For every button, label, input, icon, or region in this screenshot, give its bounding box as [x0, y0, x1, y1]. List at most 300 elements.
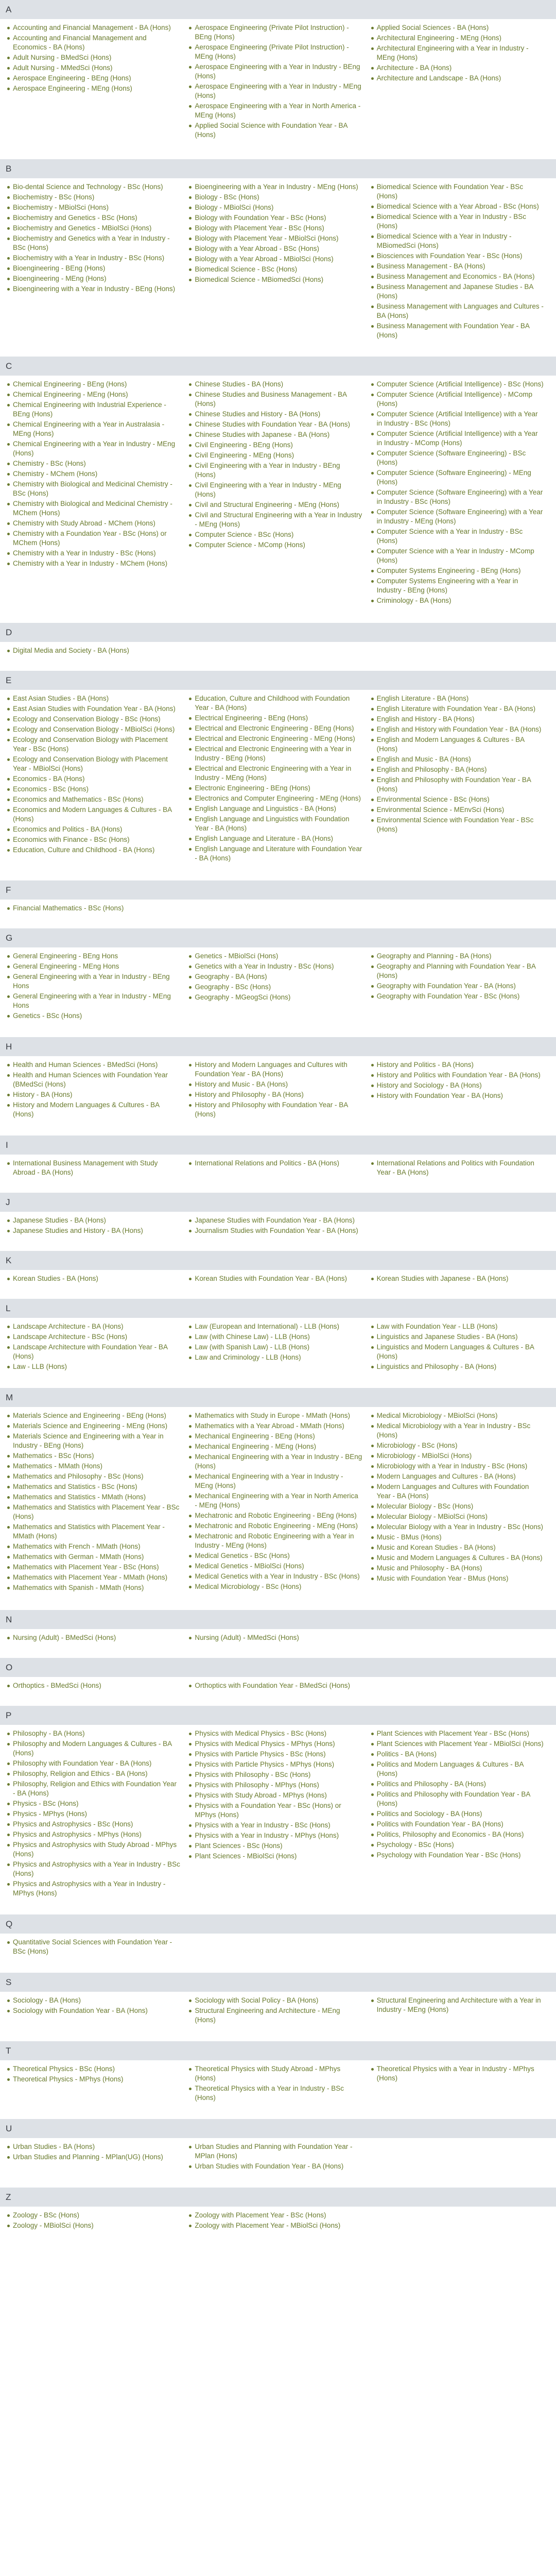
course-link[interactable]: Aerospace Engineering with a Year in Industry - BEng (Hons)	[195, 63, 360, 80]
course-link[interactable]: Politics and Sociology - BA (Hons)	[376, 1810, 482, 1818]
course-link[interactable]: Geography and Planning - BA (Hons)	[376, 952, 492, 960]
course-link[interactable]: Physics with Study Abroad - MPhys (Hons)	[195, 1791, 327, 1799]
course-list	[6, 2064, 180, 2084]
course-link[interactable]: Electrical Engineering - BEng (Hons)	[195, 714, 308, 722]
course-column	[370, 1060, 551, 1120]
course-link[interactable]: Physics and Astrophysics with a Year in Industry - MPhys (Hons)	[13, 1880, 166, 1897]
course-link[interactable]: Korean Studies - BA (Hons)	[13, 1275, 98, 1282]
course-link[interactable]: Chemical Engineering with a Year in Industry - MEng (Hons)	[13, 440, 176, 457]
course-link[interactable]: Computer Systems Engineering - BEng (Hons)	[376, 567, 521, 574]
course-link[interactable]: Zoology with Placement Year - MBiolSci (Hons)	[195, 2222, 341, 2229]
course-link[interactable]: Chemistry with a Year in Industry - MChem (Hons)	[13, 560, 168, 567]
course-list-item	[6, 1799, 180, 1808]
course-link[interactable]: Japanese Studies - BA (Hons)	[13, 1216, 106, 1224]
course-link[interactable]: Physics with a Year in Industry - BSc (Hons)	[195, 1821, 331, 1829]
course-link[interactable]: English and Modern Languages & Cultures - BA (Hons)	[376, 736, 525, 753]
course-link[interactable]: Biomedical Science with a Year Abroad - BSc (Hons)	[376, 202, 539, 210]
course-list	[187, 952, 362, 1002]
course-link[interactable]: Environmental Science - MEnvSci (Hons)	[376, 806, 505, 814]
course-link[interactable]: Molecular Biology with a Year in Industry - BSc (Hons)	[376, 1523, 544, 1531]
course-link[interactable]: Bioengineering - MEng (Hons)	[13, 275, 107, 282]
course-link[interactable]: Politics with Foundation Year - BA (Hons)	[376, 1820, 503, 1828]
course-link[interactable]: Electrical and Electronic Engineering - BEng (Hons)	[195, 724, 354, 732]
course-link[interactable]: Microbiology - MBiolSci (Hons)	[376, 1452, 472, 1460]
course-link[interactable]: Quantitative Social Sciences with Foundation Year - BSc (Hons)	[13, 1938, 172, 1955]
course-link[interactable]: Geography with Foundation Year - BA (Hons)	[376, 982, 516, 990]
course-link[interactable]: Psychology with Foundation Year - BSc (Hons)	[376, 1851, 521, 1859]
course-link[interactable]: Biology with Placement Year - BSc (Hons)	[195, 224, 324, 232]
course-link[interactable]: Chemistry with Study Abroad - MChem (Hons)	[13, 519, 155, 527]
course-link[interactable]: Business Management and Japanese Studies - BA (Hons)	[376, 283, 533, 300]
course-link[interactable]: Physics and Astrophysics - MPhys (Hons)	[13, 1831, 142, 1838]
course-link[interactable]: Biology - MBiolSci (Hons)	[195, 204, 274, 211]
course-link[interactable]: Sociology - BA (Hons)	[13, 1996, 81, 2004]
course-link[interactable]: Civil Engineering with a Year in Industry - MEng (Hons)	[195, 481, 341, 498]
course-link[interactable]: Theoretical Physics with a Year in Industry - MPhys (Hons)	[376, 2065, 534, 2082]
course-link[interactable]: Physics with Medical Physics - MPhys (Hons)	[195, 1740, 335, 1748]
course-link[interactable]: Philosophy with Foundation Year - BA (Hons)	[13, 1759, 152, 1767]
course-link[interactable]: Chemistry with Biological and Medicinal Chemistry - MChem (Hons)	[13, 500, 172, 517]
course-link[interactable]: Philosophy and Modern Languages & Cultures - BA (Hons)	[13, 1740, 172, 1757]
course-link[interactable]: Mathematics with Spanish - MMath (Hons)	[13, 1584, 144, 1591]
course-link[interactable]: Economics and Politics - BA (Hons)	[13, 825, 123, 833]
course-link[interactable]: Criminology - BA (Hons)	[376, 597, 451, 604]
course-link[interactable]: Biochemistry with a Year in Industry - BSc (Hons)	[13, 254, 165, 262]
course-link[interactable]: Law with Foundation Year - LLB (Hons)	[376, 1323, 498, 1330]
course-link[interactable]: Theoretical Physics with a Year in Industry - BSc (Hons)	[195, 2084, 344, 2102]
course-link[interactable]: Physics with Philosophy - MPhys (Hons)	[195, 1781, 319, 1789]
course-link[interactable]: Linguistics and Japanese Studies - BA (Hons)	[376, 1333, 518, 1341]
course-link[interactable]: Chinese Studies and Business Management - BA (Hons)	[195, 391, 347, 408]
course-link[interactable]: Electronic Engineering - BEng (Hons)	[195, 784, 310, 792]
course-link[interactable]: Physics - MPhys (Hons)	[13, 1810, 88, 1818]
course-link[interactable]: Economics and Modern Languages & Cultures - BA (Hons)	[13, 806, 172, 823]
course-list-item	[187, 481, 362, 499]
course-link[interactable]: Adult Nursing - BMedSci (Hons)	[13, 54, 112, 61]
course-link[interactable]: History and Politics with Foundation Year - BA (Hons)	[376, 1071, 541, 1079]
course-link[interactable]: Aerospace Engineering - MEng (Hons)	[13, 84, 132, 92]
course-link[interactable]: Mechanical Engineering with a Year in Industry - MEng (Hons)	[195, 1472, 343, 1489]
course-link[interactable]: Geography - BSc (Hons)	[195, 983, 271, 991]
course-link[interactable]: General Engineering - MEng Hons	[13, 962, 119, 970]
course-link[interactable]: Civil Engineering - BEng (Hons)	[195, 441, 293, 449]
course-link[interactable]: Geography - MGeogSci (Hons)	[195, 993, 291, 1001]
course-link[interactable]: International Business Management with Study Abroad - BA (Hons)	[13, 1159, 158, 1176]
course-link[interactable]: Music with Foundation Year - BMus (Hons)	[376, 1574, 509, 1582]
course-link[interactable]: Materials Science and Engineering with a Year in Industry - BEng (Hons)	[13, 1432, 164, 1449]
course-link[interactable]: Biology with Foundation Year - BSc (Hons)	[195, 214, 326, 222]
course-link[interactable]: Physics with a Foundation Year - BSc (Hons) or MPhys (Hons)	[195, 1802, 341, 1819]
course-link[interactable]: Theoretical Physics - MPhys (Hons)	[13, 2075, 124, 2083]
course-link[interactable]: History and Music - BA (Hons)	[195, 1080, 288, 1088]
course-link[interactable]: Business Management - BA (Hons)	[376, 262, 485, 270]
course-link[interactable]: Electrical and Electronic Engineering - MEng (Hons)	[195, 735, 355, 742]
course-link[interactable]: Medical Microbiology with a Year in Industry - BSc (Hons)	[376, 1422, 531, 1439]
course-link[interactable]: Linguistics and Philosophy - BA (Hons)	[376, 1363, 497, 1370]
course-link[interactable]: Geography with Foundation Year - BSc (Hons)	[376, 992, 520, 1000]
course-link[interactable]: Bioengineering - BEng (Hons)	[13, 264, 106, 272]
course-link[interactable]: Plant Sciences - BSc (Hons)	[195, 1842, 283, 1850]
course-link[interactable]: Computer Systems Engineering with a Year in Industry - BEng (Hons)	[376, 577, 518, 594]
course-link[interactable]: Sociology with Foundation Year - BA (Hons)	[13, 2007, 148, 2014]
course-link[interactable]: Chinese Studies - BA (Hons)	[195, 380, 284, 388]
course-link[interactable]: Music and Modern Languages & Cultures - BA (Hons)	[376, 1554, 543, 1562]
course-link[interactable]: Chinese Studies with Foundation Year - BA (Hons)	[195, 420, 351, 428]
course-link[interactable]: Chemistry with Biological and Medicinal Chemistry - BSc (Hons)	[13, 480, 172, 497]
course-link[interactable]: Genetics - MBiolSci (Hons)	[195, 952, 279, 960]
course-link[interactable]: Architecture - BA (Hons)	[376, 64, 452, 72]
course-link[interactable]: Zoology - BSc (Hons)	[13, 2211, 80, 2219]
course-link[interactable]: History and Politics - BA (Hons)	[376, 1061, 474, 1069]
course-link[interactable]: English and Music - BA (Hons)	[376, 755, 471, 763]
course-link[interactable]: Architectural Engineering with a Year in Industry - MEng (Hons)	[376, 44, 529, 61]
course-link[interactable]: Economics - BA (Hons)	[13, 775, 85, 783]
course-link[interactable]: English Literature - BA (Hons)	[376, 694, 469, 702]
course-list-item	[187, 121, 362, 140]
course-link[interactable]: Law (European and International) - LLB (Hons)	[195, 1323, 339, 1330]
course-link[interactable]: Journalism Studies with Foundation Year - BA (Hons)	[195, 1227, 358, 1234]
course-link[interactable]: Biology with a Year Abroad - MBiolSci (Hons)	[195, 255, 334, 263]
course-link[interactable]: Materials Science and Engineering - MEng (Hons)	[13, 1422, 168, 1430]
course-columns	[0, 2142, 556, 2172]
course-list-item	[370, 1081, 544, 1090]
course-link[interactable]: English and Philosophy - BA (Hons)	[376, 766, 487, 773]
course-link[interactable]: Financial Mathematics - BSc (Hons)	[13, 904, 124, 912]
course-link[interactable]: Politics and Philosophy - BA (Hons)	[376, 1780, 486, 1788]
course-link[interactable]: Modern Languages and Cultures with Foundation Year - BA (Hons)	[376, 1483, 529, 1500]
course-link[interactable]: Computer Science with a Year in Industry - BSc (Hons)	[376, 528, 523, 545]
course-link[interactable]: Chinese Studies and History - BA (Hons)	[195, 410, 321, 418]
course-link[interactable]: Ecology and Conservation Biology - BSc (Hons)	[13, 715, 161, 723]
course-link[interactable]: Electronics and Computer Engineering - MEng (Hons)	[195, 794, 361, 802]
course-link[interactable]: Computer Science - BSc (Hons)	[195, 531, 294, 538]
course-link[interactable]: English Literature with Foundation Year - BA (Hons)	[376, 705, 536, 713]
course-link[interactable]: Genetics - BSc (Hons)	[13, 1012, 82, 1020]
course-link[interactable]: Medical Genetics with a Year in Industry - BSc (Hons)	[195, 1572, 360, 1580]
course-link[interactable]: English Language and Linguistics with Foundation Year - BA (Hons)	[195, 815, 350, 832]
course-link[interactable]: Biomedical Science - BSc (Hons)	[195, 265, 298, 273]
course-link[interactable]: Sociology with Social Policy - BA (Hons)	[195, 1996, 319, 2004]
course-link[interactable]: Urban Studies with Foundation Year - BA (Hons)	[195, 2162, 344, 2170]
course-link[interactable]: Korean Studies with Japanese - BA (Hons)	[376, 1275, 509, 1282]
course-link[interactable]: Landscape Architecture with Foundation Year - BA (Hons)	[13, 1343, 168, 1360]
course-link[interactable]: Computer Science (Software Engineering) - MEng (Hons)	[376, 469, 531, 486]
course-link[interactable]: Education, Culture and Childhood with Foundation Year - BA (Hons)	[195, 694, 350, 711]
course-link[interactable]: Environmental Science with Foundation Year - BSc (Hons)	[376, 816, 534, 833]
course-link[interactable]: Mechatronic and Robotic Engineering - MEng (Hons)	[195, 1522, 358, 1530]
course-link[interactable]: Japanese Studies and History - BA (Hons)	[13, 1227, 143, 1234]
course-link[interactable]: Mechanical Engineering - MEng (Hons)	[195, 1443, 316, 1450]
course-link[interactable]: Economics - BSc (Hons)	[13, 785, 89, 793]
course-link[interactable]: Aerospace Engineering with a Year in North America - MEng (Hons)	[195, 102, 361, 119]
course-link[interactable]: Mathematics - MMath (Hons)	[13, 1462, 103, 1470]
course-link[interactable]: Modern Languages and Cultures - BA (Hons)	[376, 1472, 516, 1480]
course-link[interactable]: English Language and Literature - BA (Hons)	[195, 835, 333, 842]
course-list-item	[370, 262, 544, 271]
course-link[interactable]: Music and Philosophy - BA (Hons)	[376, 1564, 482, 1572]
course-link[interactable]: English Language and Literature with Foundation Year - BA (Hons)	[195, 845, 362, 862]
course-link[interactable]: Physics with Particle Physics - MPhys (Hons)	[195, 1760, 335, 1768]
course-link[interactable]: Ecology and Conservation Biology with Placement Year - BSc (Hons)	[13, 736, 168, 753]
course-link[interactable]: Chemistry with a Year in Industry - BSc (Hons)	[13, 549, 156, 557]
course-link[interactable]: Mechanical Engineering - BEng (Hons)	[195, 1432, 315, 1440]
course-link[interactable]: Bioengineering with a Year in Industry - BEng (Hons)	[13, 285, 176, 293]
course-link[interactable]: Mechanical Engineering with a Year in Industry - BEng (Hons)	[195, 1453, 362, 1470]
course-link[interactable]: Computer Science (Software Engineering) - BSc (Hons)	[376, 449, 526, 466]
course-link[interactable]: Physics and Astrophysics - BSc (Hons)	[13, 1820, 133, 1828]
course-link[interactable]: Orthoptics with Foundation Year - BMedSci (Hons)	[195, 1682, 350, 1689]
course-link[interactable]: Philosophy - BA (Hons)	[13, 1730, 85, 1737]
course-link[interactable]: Adult Nursing - MMedSci (Hons)	[13, 64, 113, 72]
course-link[interactable]: Chemical Engineering - MEng (Hons)	[13, 391, 128, 398]
course-link[interactable]: Molecular Biology - MBiolSci (Hons)	[376, 1513, 488, 1520]
course-link[interactable]: Business Management and Economics - BA (Hons)	[376, 273, 535, 280]
course-link[interactable]: Landscape Architecture - BSc (Hons)	[13, 1333, 128, 1341]
course-link[interactable]: Biochemistry - MBiolSci (Hons)	[13, 204, 109, 211]
course-link[interactable]: Mathematics and Philosophy - BSc (Hons)	[13, 1472, 144, 1480]
course-link[interactable]: Chinese Studies with Japanese - BA (Hons)	[195, 431, 330, 438]
course-link[interactable]: Civil and Structural Engineering with a Year in Industry - MEng (Hons)	[195, 511, 362, 528]
course-link[interactable]: Philosophy, Religion and Ethics with Foundation Year - BA (Hons)	[13, 1780, 177, 1797]
course-link[interactable]: Mathematics with Placement Year - BSc (Hons)	[13, 1563, 159, 1571]
course-link[interactable]: Nursing (Adult) - BMedSci (Hons)	[13, 1634, 116, 1641]
course-list	[187, 1996, 362, 2025]
course-list-item	[370, 272, 544, 281]
course-link[interactable]: History and Modern Languages & Cultures - BA (Hons)	[13, 1101, 160, 1118]
course-link[interactable]: Biochemistry and Genetics - MBiolSci (Hons)	[13, 224, 152, 232]
course-link[interactable]: Biosciences with Foundation Year - BSc (Hons)	[376, 252, 523, 260]
course-link[interactable]: Electrical and Electronic Engineering with a Year in Industry - MEng (Hons)	[195, 765, 352, 782]
course-link[interactable]: Mathematics and Statistics with Placement Year - MMath (Hons)	[13, 1523, 165, 1540]
course-link[interactable]: Ecology and Conservation Biology - MBiolSci (Hons)	[13, 725, 175, 733]
course-link[interactable]: Mathematics and Statistics with Placement Year - BSc (Hons)	[13, 1503, 180, 1520]
course-link[interactable]: Chemistry with a Foundation Year - BSc (Hons) or MChem (Hons)	[13, 530, 167, 547]
course-link[interactable]: Genetics with a Year in Industry - BSc (Hons)	[195, 962, 334, 970]
course-link[interactable]: Molecular Biology - BSc (Hons)	[376, 1502, 474, 1510]
course-list	[187, 1274, 362, 1283]
course-columns	[0, 23, 556, 141]
course-link[interactable]: Structural Engineering and Architecture - MEng (Hons)	[195, 2007, 340, 2024]
course-link[interactable]: Electrical and Electronic Engineering with a Year in Industry - BEng (Hons)	[195, 745, 352, 762]
course-link[interactable]: General Engineering with a Year in Industry - MEng Hons	[13, 992, 171, 1009]
course-link[interactable]: Computer Science with a Year in Industry - MComp (Hons)	[376, 547, 534, 564]
course-link[interactable]: Aerospace Engineering (Private Pilot Instruction) - BEng (Hons)	[195, 24, 349, 41]
course-link[interactable]: Physics with a Year in Industry - MPhys (Hons)	[195, 1832, 339, 1839]
course-link[interactable]: Mechatronic and Robotic Engineering - BEng (Hons)	[195, 1512, 357, 1519]
course-link[interactable]: Plant Sciences with Placement Year - BSc (Hons)	[376, 1730, 530, 1737]
course-link[interactable]: Accounting and Financial Management and Economics - BA (Hons)	[13, 34, 147, 51]
course-link[interactable]: Computer Science (Artificial Intelligence) with a Year in Industry - MComp (Hons)	[376, 430, 538, 447]
course-link[interactable]: Biomedical Science with a Year in Industry - BSc (Hons)	[376, 213, 527, 230]
course-link[interactable]: Bio-dental Science and Technology - BSc (Hons)	[13, 183, 163, 191]
course-link[interactable]: Mathematics - BSc (Hons)	[13, 1452, 94, 1460]
course-link[interactable]: Business Management with Foundation Year - BA (Hons)	[376, 322, 530, 339]
course-link[interactable]: Mathematics with a Year Abroad - MMath (Hons)	[195, 1422, 344, 1430]
course-link[interactable]: Theoretical Physics - BSc (Hons)	[13, 2065, 115, 2073]
course-link[interactable]: General Engineering with a Year in Industry - BEng Hons	[13, 973, 170, 990]
course-link[interactable]: Aerospace Engineering - BEng (Hons)	[13, 74, 131, 82]
course-link[interactable]: Mathematics with German - MMath (Hons)	[13, 1553, 144, 1561]
course-link[interactable]: Structural Engineering and Architecture with a Year in Industry - MEng (Hons)	[376, 1996, 541, 2013]
course-link[interactable]: Biology with Placement Year - MBiolSci (Hons)	[195, 234, 339, 242]
course-link[interactable]: Chemical Engineering with Industrial Experience - BEng (Hons)	[13, 401, 166, 418]
course-link[interactable]: History with Foundation Year - BA (Hons)	[376, 1092, 503, 1099]
course-link[interactable]: Plant Sciences - MBiolSci (Hons)	[195, 1852, 297, 1860]
course-link[interactable]: Urban Studies and Planning with Foundation Year - MPlan (Hons)	[195, 2143, 353, 2160]
course-link[interactable]: Chemistry - BSc (Hons)	[13, 460, 86, 467]
course-link[interactable]: Biomedical Science with a Year in Industry - MBiomedSci (Hons)	[376, 232, 512, 249]
course-link[interactable]: Politics - BA (Hons)	[376, 1750, 437, 1758]
course-link[interactable]: Biology with a Year Abroad - BSc (Hons)	[195, 245, 319, 252]
course-link[interactable]: Urban Studies and Planning - MPlan(UG) (Hons)	[13, 2153, 163, 2161]
course-link[interactable]: Mathematics with Placement Year - MMath (Hons)	[13, 1573, 168, 1581]
course-link[interactable]: English Language and Linguistics - BA (Hons)	[195, 805, 336, 812]
course-link[interactable]: Urban Studies - BA (Hons)	[13, 2143, 95, 2150]
course-link[interactable]: Microbiology - BSc (Hons)	[376, 1442, 458, 1449]
course-link[interactable]: Computer Science (Software Engineering) with a Year in Industry - MEng (Hons)	[376, 508, 543, 525]
course-link[interactable]: Philosophy, Religion and Ethics - BA (Hons)	[13, 1770, 148, 1777]
course-link[interactable]: Computer Science (Artificial Intelligence) with a Year in Industry - BSc (Hons)	[376, 410, 538, 427]
course-link[interactable]: History and Philosophy with Foundation Year - BA (Hons)	[195, 1101, 348, 1118]
course-link[interactable]: English and History with Foundation Year - BA (Hons)	[376, 725, 542, 733]
course-link[interactable]: Mathematics and Statistics - BSc (Hons)	[13, 1483, 137, 1490]
course-link[interactable]: Civil Engineering with a Year in Industry - BEng (Hons)	[195, 462, 340, 479]
course-link[interactable]: Physics and Astrophysics with a Year in Industry - BSc (Hons)	[13, 1860, 180, 1877]
course-link[interactable]: Mathematics with French - MMath (Hons)	[13, 1543, 141, 1550]
course-link[interactable]: Music and Korean Studies - BA (Hons)	[376, 1544, 496, 1551]
course-link[interactable]: Civil and Structural Engineering - MEng (Hons)	[195, 501, 339, 509]
section-letter-heading: Q	[0, 1914, 556, 1934]
course-link[interactable]: Mechanical Engineering with a Year in North America - MEng (Hons)	[195, 1492, 358, 1509]
course-list	[370, 380, 544, 605]
course-link[interactable]: Ecology and Conservation Biology with Placement Year - MBiolSci (Hons)	[13, 755, 168, 772]
course-list-item	[187, 410, 362, 419]
course-link[interactable]: Aerospace Engineering with a Year in Industry - MEng (Hons)	[195, 82, 361, 99]
course-link[interactable]: General Engineering - BEng Hons	[13, 952, 118, 960]
course-link[interactable]: Law - LLB (Hons)	[13, 1363, 67, 1370]
course-link[interactable]: Medical Genetics - BSc (Hons)	[195, 1552, 290, 1560]
course-list-item	[187, 764, 362, 783]
course-link[interactable]: Computer Science (Artificial Intelligence) - BSc (Hons)	[376, 380, 544, 388]
course-link[interactable]: Japanese Studies with Foundation Year - BA (Hons)	[195, 1216, 355, 1224]
course-link[interactable]: Mathematics and Statistics - MMath (Hons)	[13, 1493, 146, 1501]
course-link[interactable]: Korean Studies with Foundation Year - BA (Hons)	[195, 1275, 348, 1282]
course-link[interactable]: Orthoptics - BMedSci (Hons)	[13, 1682, 101, 1689]
course-link[interactable]: English and Philosophy with Foundation Year - BA (Hons)	[376, 776, 531, 793]
course-link[interactable]: Health and Human Sciences with Foundation Year (BMedSci (Hons)	[13, 1071, 168, 1088]
course-link[interactable]: Aerospace Engineering (Private Pilot Instruction) - MEng (Hons)	[195, 43, 349, 60]
course-link[interactable]: History - BA (Hons)	[13, 1091, 73, 1098]
course-link[interactable]: Accounting and Financial Management - BA (Hons)	[13, 24, 171, 31]
course-link[interactable]: Politics and Modern Languages & Cultures - BA (Hons)	[376, 1760, 524, 1777]
course-link[interactable]: East Asian Studies - BA (Hons)	[13, 694, 109, 702]
course-link[interactable]: History and Modern Languages and Cultures with Foundation Year - BA (Hons)	[195, 1061, 348, 1078]
course-link[interactable]: Music - BMus (Hons)	[376, 1533, 442, 1541]
course-link[interactable]: Architectural Engineering - MEng (Hons)	[376, 34, 502, 42]
course-link[interactable]: Materials Science and Engineering - BEng (Hons)	[13, 1412, 166, 1419]
course-link[interactable]: Economics and Mathematics - BSc (Hons)	[13, 795, 144, 803]
course-link[interactable]: Mechatronic and Robotic Engineering with a Year in Industry - MEng (Hons)	[195, 1532, 354, 1549]
course-link[interactable]: Architecture and Landscape - BA (Hons)	[376, 74, 501, 82]
course-link[interactable]: Biochemistry - BSc (Hons)	[13, 193, 95, 201]
course-section-a	[0, 0, 556, 141]
course-link[interactable]: Biomedical Science - MBiomedSci (Hons)	[195, 276, 324, 283]
course-link[interactable]: Biochemistry and Genetics with a Year in Industry - BSc (Hons)	[13, 234, 170, 251]
course-list	[187, 380, 362, 550]
course-link[interactable]: Physics with Philosophy - BSc (Hons)	[195, 1771, 311, 1778]
course-link[interactable]: Landscape Architecture - BA (Hons)	[13, 1323, 124, 1330]
course-link[interactable]: Civil Engineering - MEng (Hons)	[195, 451, 294, 459]
course-link[interactable]: History and Sociology - BA (Hons)	[376, 1081, 482, 1089]
course-list-item	[187, 275, 362, 284]
course-link[interactable]: East Asian Studies with Foundation Year - BA (Hons)	[13, 705, 176, 713]
course-link[interactable]: Psychology - BSc (Hons)	[376, 1841, 454, 1849]
course-link[interactable]: Health and Human Sciences - BMedSci (Hons)	[13, 1061, 158, 1069]
course-link[interactable]: Biochemistry and Genetics - BSc (Hons)	[13, 214, 137, 222]
course-link[interactable]: Geography - BA (Hons)	[195, 973, 267, 980]
course-link[interactable]: Medical Microbiology - MBiolSci (Hons)	[376, 1412, 498, 1419]
course-link[interactable]: History and Philosophy - BA (Hons)	[195, 1091, 304, 1098]
course-link[interactable]: Physics and Astrophysics with Study Abroad - MPhys (Hons)	[13, 1841, 177, 1858]
course-list-item	[6, 1542, 180, 1551]
course-link[interactable]: Applied Social Science with Foundation Year - BA (Hons)	[195, 122, 348, 139]
course-link[interactable]: Medical Microbiology - BSc (Hons)	[195, 1583, 302, 1590]
course-link[interactable]: Chemical Engineering - BEng (Hons)	[13, 380, 127, 388]
course-link[interactable]: International Relations and Politics with Foundation Year - BA (Hons)	[376, 1159, 534, 1176]
course-column	[6, 1060, 187, 1120]
course-link[interactable]: Microbiology with a Year in Industry - BSc (Hons)	[376, 1462, 528, 1470]
course-link[interactable]: Environmental Science - BSc (Hons)	[376, 795, 490, 803]
course-link[interactable]: Law and Criminology - LLB (Hons)	[195, 1353, 301, 1361]
course-link[interactable]: Law (with Chinese Law) - LLB (Hons)	[195, 1333, 310, 1341]
course-link[interactable]: Digital Media and Society - BA (Hons)	[13, 647, 129, 654]
course-list-item	[187, 1582, 362, 1591]
course-list-item	[370, 63, 544, 73]
course-link[interactable]: Linguistics and Modern Languages & Cultures - BA (Hons)	[376, 1343, 534, 1360]
course-link[interactable]: Plant Sciences with Placement Year - MBiolSci (Hons)	[376, 1740, 544, 1748]
course-link[interactable]: Chemistry - MChem (Hons)	[13, 470, 98, 478]
course-link[interactable]: Computer Science (Software Engineering) with a Year in Industry - BSc (Hons)	[376, 488, 543, 505]
course-link[interactable]: International Relations and Politics - BA (Hons)	[195, 1159, 339, 1167]
course-link[interactable]: Biology - BSc (Hons)	[195, 193, 259, 201]
course-link[interactable]: Politics and Philosophy with Foundation Year - BA (Hons)	[376, 1790, 530, 1807]
course-link[interactable]: Computer Science (Artificial Intelligence) - MComp (Hons)	[376, 391, 533, 408]
course-link[interactable]: Chemical Engineering with a Year in Australasia - MEng (Hons)	[13, 420, 165, 437]
course-link[interactable]: English and History - BA (Hons)	[376, 715, 475, 723]
course-link[interactable]: Bioengineering with a Year in Industry - MEng (Hons)	[195, 183, 358, 191]
course-link[interactable]: Physics - BSc (Hons)	[13, 1800, 79, 1807]
course-link[interactable]: Medical Genetics - MBiolSci (Hons)	[195, 1562, 304, 1570]
course-link[interactable]: Economics with Finance - BSc (Hons)	[13, 836, 130, 843]
course-link[interactable]: Zoology with Placement Year - BSc (Hons)	[195, 2211, 326, 2219]
course-link[interactable]: Physics with Medical Physics - BSc (Hons)	[195, 1730, 327, 1737]
course-link[interactable]: Theoretical Physics with Study Abroad - MPhys (Hons)	[195, 2065, 341, 2082]
course-link[interactable]: Law (with Spanish Law) - LLB (Hons)	[195, 1343, 310, 1351]
course-link[interactable]: Mathematics with Study in Europe - MMath (Hons)	[195, 1412, 350, 1419]
course-list-item	[370, 1533, 544, 1542]
course-link[interactable]: Geography and Planning with Foundation Year - BA (Hons)	[376, 962, 536, 979]
course-link[interactable]: Applied Social Sciences - BA (Hons)	[376, 24, 489, 31]
course-link[interactable]: Biomedical Science with Foundation Year - BSc (Hons)	[376, 183, 524, 200]
course-link[interactable]: Business Management with Languages and Cultures - BA (Hons)	[376, 302, 544, 319]
course-link[interactable]: Politics, Philosophy and Economics - BA (Hons)	[376, 1831, 524, 1838]
course-link[interactable]: Physics with Particle Physics - BSc (Hons)	[195, 1750, 326, 1758]
course-link[interactable]: Nursing (Adult) - MMedSci (Hons)	[195, 1634, 299, 1641]
course-link[interactable]: Education, Culture and Childhood - BA (Hons)	[13, 846, 155, 854]
course-link[interactable]: Computer Science - MComp (Hons)	[195, 541, 305, 549]
course-list-item	[6, 213, 180, 223]
course-link[interactable]: Zoology - MBiolSci (Hons)	[13, 2222, 94, 2229]
